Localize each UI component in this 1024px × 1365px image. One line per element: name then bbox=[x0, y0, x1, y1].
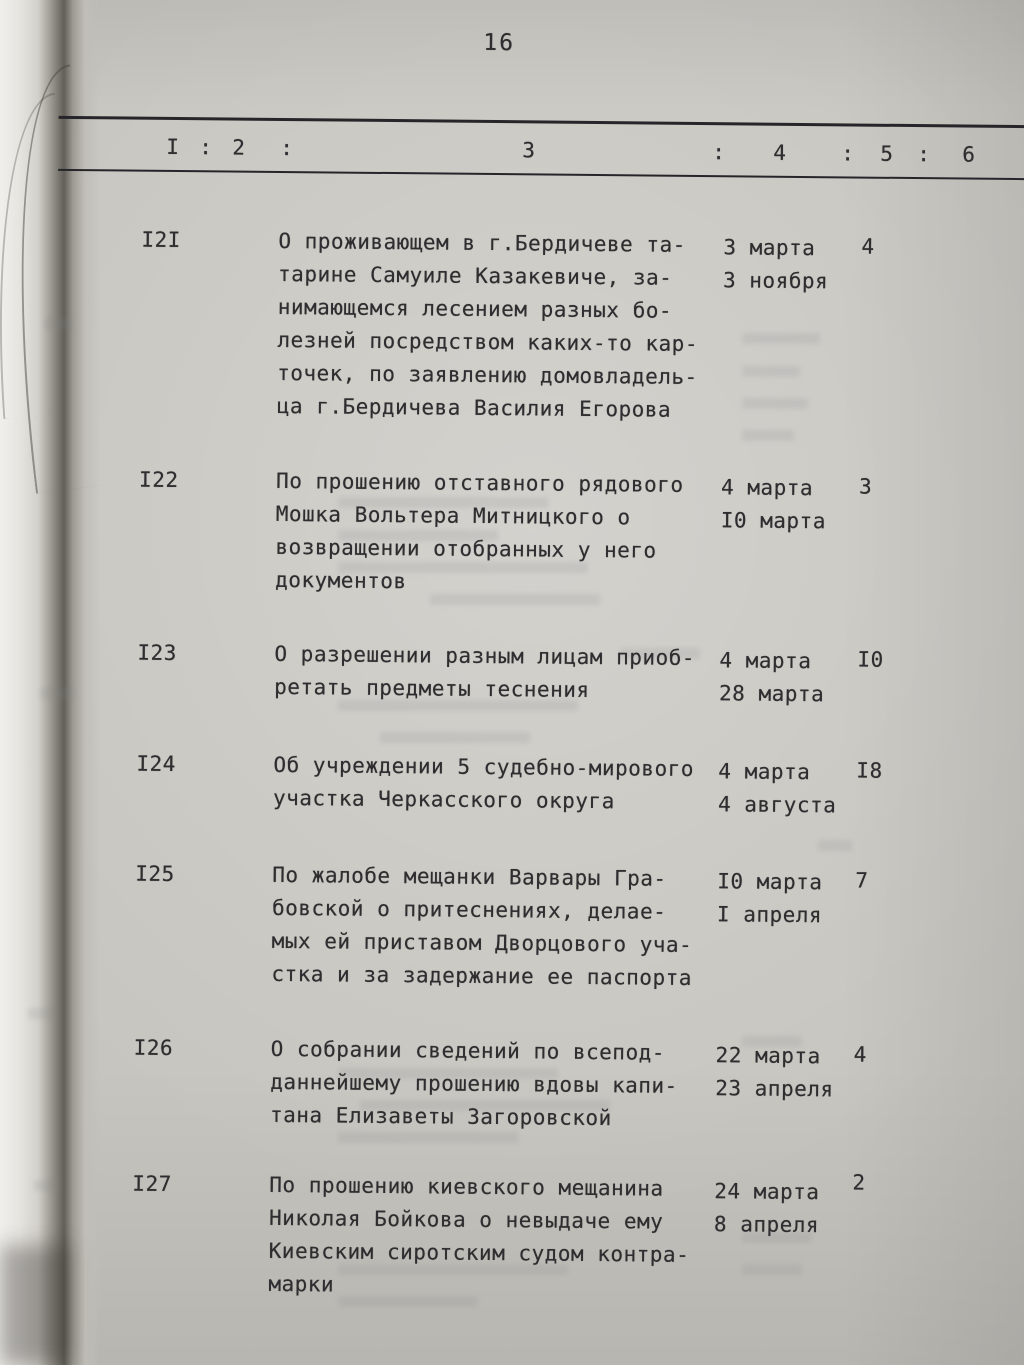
column-header-cell: 3 bbox=[522, 138, 536, 163]
entry-row bbox=[0, 1030, 1016, 1131]
entry-row bbox=[0, 1166, 1014, 1297]
entry-title: О проживающем в г.Бердичеве та- тарине Самуиле Казакевиче, за- нимающемся лесением разных бо- лезней посредством каких-то кар- точек, по заявлению домовладель- ца г.Бердичева Василия Егорова bbox=[276, 228, 699, 422]
column-separator: : bbox=[841, 141, 855, 166]
entry-dates: 22 марта 23 апреля bbox=[715, 1043, 834, 1102]
entry-title: По прошению киевского мещанина Николая Бойкова о невыдаче ему Киевским сиротским судом контра- марки bbox=[268, 1172, 690, 1297]
entry-title: О собрании сведений по всепод- даннейшему прошению вдовы капи- тана Елизаветы Загоровской bbox=[269, 1036, 678, 1131]
entry-sheet-count: 3 bbox=[858, 474, 873, 499]
entry-dates: 4 марта 28 марта bbox=[718, 648, 825, 707]
entry-sheet-count: 2 bbox=[852, 1170, 866, 1195]
entry-number: I23 bbox=[137, 640, 178, 665]
table-rule-top bbox=[59, 116, 1024, 128]
entry-number: I27 bbox=[132, 1171, 172, 1196]
entry-number: I26 bbox=[133, 1035, 174, 1060]
entry-dates: 4 марта I0 марта bbox=[720, 475, 827, 534]
entry-row bbox=[0, 856, 1017, 990]
entry-number: I22 bbox=[139, 467, 179, 492]
column-separator: : bbox=[199, 135, 213, 160]
entry-row bbox=[0, 746, 1019, 818]
entry-number: I2I bbox=[141, 227, 181, 253]
entry-title: По прошению отставного рядового Мошка Вольтера Митницкого о возвращении отобранных у него документов bbox=[275, 468, 684, 594]
page-number: 16 bbox=[483, 29, 516, 57]
entry-row bbox=[0, 462, 1021, 594]
entry-row bbox=[0, 635, 1020, 707]
column-header-cell: I bbox=[166, 134, 180, 159]
entry-sheet-count: 4 bbox=[861, 234, 875, 259]
column-separator: : bbox=[280, 135, 294, 161]
entry-dates: 3 марта 3 ноября bbox=[722, 235, 829, 294]
column-header-cell: 5 bbox=[880, 141, 894, 166]
entry-title: О разрешении разным лицам приоб- ретать предметы теснения bbox=[274, 641, 696, 702]
entry-sheet-count: 7 bbox=[855, 868, 869, 893]
entry-number: I24 bbox=[136, 751, 176, 776]
column-header-cell: 4 bbox=[773, 140, 787, 165]
entry-sheet-count: I0 bbox=[857, 647, 884, 672]
column-header-cell: 6 bbox=[962, 142, 976, 167]
entry-sheet-count: 4 bbox=[853, 1042, 867, 1067]
entry-dates: 24 марта 8 апреля bbox=[713, 1179, 820, 1238]
entry-sheet-count: I8 bbox=[856, 758, 883, 783]
entry-row bbox=[0, 222, 1024, 422]
column-separator: : bbox=[712, 140, 726, 165]
column-separator: : bbox=[917, 142, 931, 167]
entry-dates: I0 марта I апреля bbox=[716, 869, 823, 928]
table-rule-bottom bbox=[58, 169, 1024, 180]
entry-dates: 4 марта 4 августа bbox=[717, 759, 837, 818]
entry-title: По жалобе мещанки Варвары Гра- бовской о притеснениях, делае- мых ей приставом Дворцового уча- стка и за задержание ее паспорта bbox=[271, 862, 693, 990]
column-header-cell: 2 bbox=[232, 135, 246, 160]
entry-title: Об учреждении 5 судебно-мирового участка Черкасского округа bbox=[272, 752, 695, 814]
entry-number: I25 bbox=[135, 861, 175, 886]
